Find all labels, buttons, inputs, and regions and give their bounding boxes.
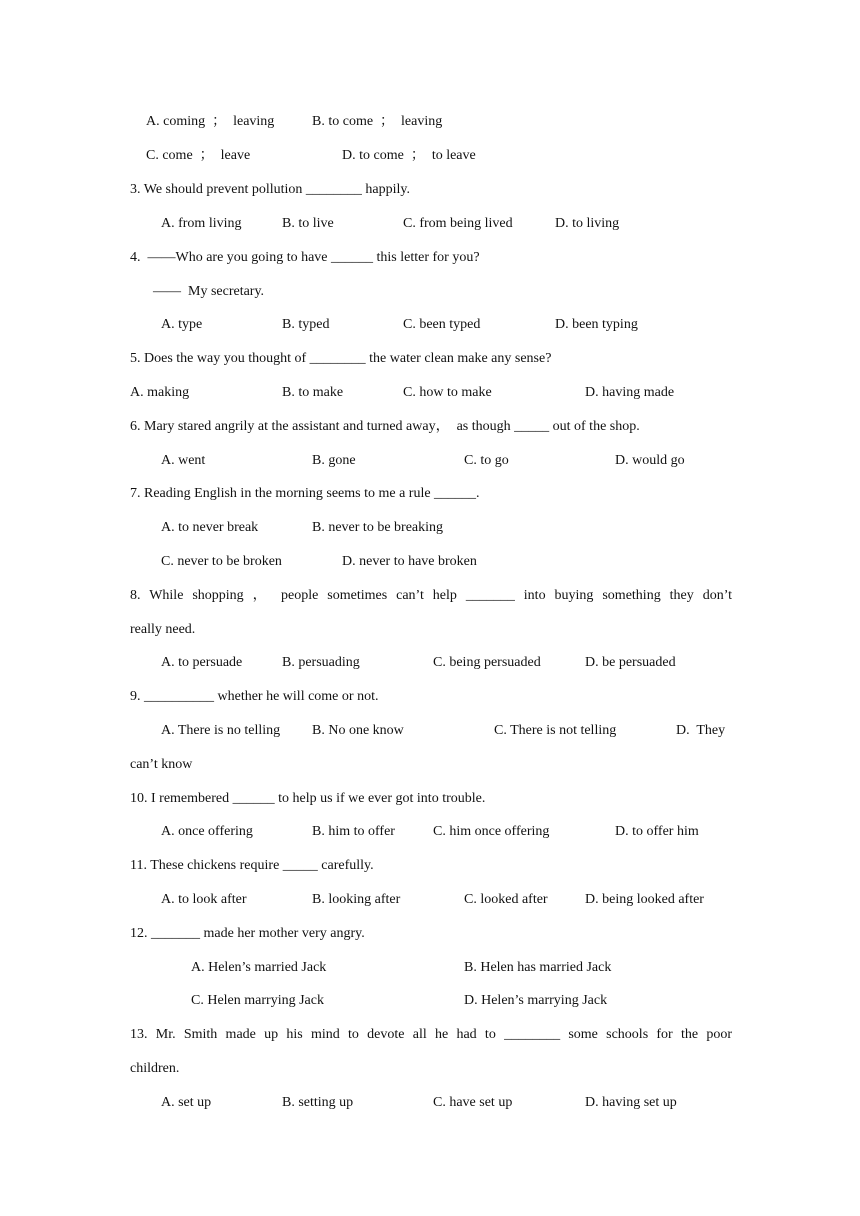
q4-option-a: A. type	[161, 317, 203, 332]
q9-option-a: A. There is no telling	[161, 723, 281, 738]
q13-stem-line2: children.	[130, 1061, 180, 1076]
q3-option-a: A. from living	[161, 216, 242, 231]
q10-option-d: D. to offer him	[615, 824, 699, 839]
q5-option-d: D. having made	[585, 385, 675, 400]
q5-option-b: B. to make	[282, 385, 344, 400]
q6-option-b: B. gone	[312, 453, 356, 468]
q13-option-b: B. setting up	[282, 1095, 354, 1110]
q9-option-c: C. There is not telling	[494, 723, 617, 738]
q9-option-b: B. No one know	[312, 723, 404, 738]
q9-option-d: D. They	[676, 723, 726, 738]
q8-option-d: D. be persuaded	[585, 655, 676, 670]
q10-option-a: A. once offering	[161, 824, 253, 839]
q7-option-a: A. to never break	[161, 520, 259, 535]
q11-stem: 11. These chickens require _____ carefully.	[130, 858, 374, 873]
q4-option-d: D. been typing	[555, 317, 638, 332]
q4-option-c: C. been typed	[403, 317, 481, 332]
q8-stem-line2: really need.	[130, 622, 196, 637]
q2-option-c: C. come ； leave	[146, 148, 251, 163]
q13-stem-line1: 13. Mr. Smith made up his mind to devote all he had to ________ some schools for the poor	[130, 1027, 732, 1042]
q12-option-d: D. Helen’s marrying Jack	[464, 993, 608, 1008]
q12-option-c: C. Helen marrying Jack	[191, 993, 324, 1008]
q8-option-b: B. persuading	[282, 655, 360, 670]
q4-option-b: B. typed	[282, 317, 330, 332]
q2-option-a: A. coming ； leaving	[146, 114, 275, 129]
q12-stem: 12. _______ made her mother very angry.	[130, 926, 365, 941]
q2-option-d: D. to come ； to leave	[342, 148, 476, 163]
q5-option-a: A. making	[130, 385, 190, 400]
q7-option-b: B. never to be breaking	[312, 520, 444, 535]
q11-option-d: D. being looked after	[585, 892, 704, 907]
q11-option-a: A. to look after	[161, 892, 247, 907]
q3-option-c: C. from being lived	[403, 216, 513, 231]
q11-option-c: C. looked after	[464, 892, 548, 907]
q11-option-b: B. looking after	[312, 892, 401, 907]
q7-option-d: D. never to have broken	[342, 554, 477, 569]
q3-option-b: B. to live	[282, 216, 334, 231]
q13-option-a: A. set up	[161, 1095, 212, 1110]
q6-stem: 6. Mary stared angrily at the assistant and turned away， as though _____ out of the shop.	[130, 419, 640, 434]
q7-option-c: C. never to be broken	[161, 554, 282, 569]
q8-option-a: A. to persuade	[161, 655, 243, 670]
q9-stem: 9. __________ whether he will come or not.	[130, 689, 379, 704]
q13-option-d: D. having set up	[585, 1095, 677, 1110]
q2-option-b: B. to come ； leaving	[312, 114, 443, 129]
q4-reply: —— My secretary.	[153, 284, 265, 299]
q12-option-b: B. Helen has married Jack	[464, 960, 612, 975]
q10-stem: 10. I remembered ______ to help us if we ever got into trouble.	[130, 791, 486, 806]
q12-option-a: A. Helen’s married Jack	[191, 960, 327, 975]
q6-option-a: A. went	[161, 453, 206, 468]
q6-option-c: C. to go	[464, 453, 509, 468]
q13-option-c: C. have set up	[433, 1095, 513, 1110]
q8-option-c: C. being persuaded	[433, 655, 541, 670]
q9-option-d-continued: can’t know	[130, 757, 193, 772]
q8-stem-line1: 8. While shopping ， people sometimes can’t help _______ into buying something they don’t	[130, 588, 732, 603]
q4-stem: 4. ——Who are you going to have ______ this letter for you?	[130, 250, 480, 265]
q10-option-c: C. him once offering	[433, 824, 550, 839]
q5-stem: 5. Does the way you thought of ________ the water clean make any sense?	[130, 351, 552, 366]
q3-stem: 3. We should prevent pollution ________ happily.	[130, 182, 411, 197]
q6-option-d: D. would go	[615, 453, 685, 468]
q7-stem: 7. Reading English in the morning seems to me a rule ______.	[130, 486, 480, 501]
q10-option-b: B. him to offer	[312, 824, 395, 839]
q3-option-d: D. to living	[555, 216, 620, 231]
q5-option-c: C. how to make	[403, 385, 492, 400]
